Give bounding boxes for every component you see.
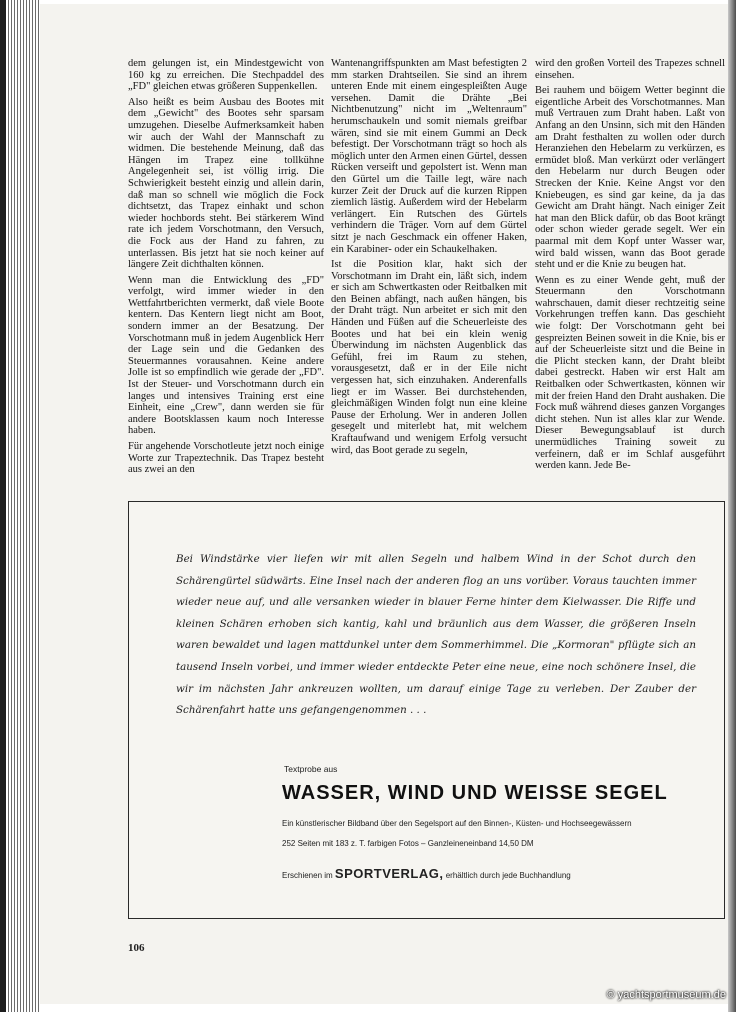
paragraph: Wenn es zu einer Wende geht, muß der Steuermann den Vorschotmann wahrschauen, damit dieser rechtzeitig seine Vorkehrungen treffen kann. Das geschieht wie folgt: Der Vorschotmann geht bei gespreizten Beinen soweit in die Knie, bis er auf der Scheuerleiste sitzt und die Beine in die Plicht stecken kann, der Draht bleibt dabei gestreckt. Haben wir erst Halt am Reitbalken oder Schwertkasten, können wir mit der freien Hand den Draht aushaken. Die Fock muß während dieses ganzen Vorganges dicht stehen. Nun ist alles klar zur Wende. Dieser Bewegungsablauf ist durch unermüdliches Training soweit zu verfeinern, daß er im Schlaf ausgeführt werden kann. Jede Be-	[535, 274, 725, 472]
page-edges	[6, 0, 40, 1012]
paragraph: Bei rauhem und böigem Wetter beginnt die eigentliche Arbeit des Vorschotmannes. Man muß Vertrauen zum Draht haben. Laßt von Anfang an den Unsinn, sich mit den Händen am Draht festhalten zu wollen oder durch Heranziehen den Hebelarm zu verkürzen, es ermüdet bloß. Man verkürzt oder verlängert den Hebelarm nur durch Beugen oder Strecken der Knie. Keine Angst vor den Kniebeugen, es sind gar keine, da ja das Gewicht am Draht hängt. Nach einiger Zeit hat man den Blick dafür, ob das Boot krängt oder schon wieder gerade segelt. Wer ein paarmal mit dem Kopf unter Wasser war, wird bald wissen, wann das Boot gerade steht und er die Knie zu beugen hat.	[535, 85, 725, 271]
right-page-shadow	[728, 0, 736, 1012]
page-number: 106	[128, 942, 145, 954]
publisher-name: SPORTVERLAG,	[334, 866, 444, 881]
book-specs: 252 Seiten mit 183 z. T. farbigen Fotos – Ganzleineneinband 14,50 DM	[282, 839, 534, 848]
paragraph: dem gelungen ist, ein Mindestgewicht von 160 kg zu erreichen. Die Stechpaddel des „FD" gleichen etwas größeren Suppenkellen.	[128, 58, 324, 93]
book-title: WASSER, WIND UND WEISSE SEGEL	[282, 782, 668, 804]
excerpt-quote: Bei Windstärke vier liefen wir mit allen Segeln und halbem Wind in der Schot durch den Schärengürtel südwärts. Eine Insel nach der anderen flog an uns vorüber. Voraus tauchten immer wieder neue auf, und alle versanken wieder in blauer Ferne hinter dem Kielwasser. Die Riffe und kleinen Schären erhoben sich kantig, kahl und bräunlich aus dem Wasser, die größeren Inseln waren bewaldet und lagen mattdunkel unter dem Sommerhimmel. Die „Kormoran" pflügte sich an tausend Inseln vorbei, und immer wieder entdeckte Peter eine neue, eine noch schönere Insel, die wir im nächsten Jahr ankreuzen wollten, um darauf einige Tage zu verleben. Der Zauber der Schärenfahrt hatte uns gefangengenommen . . .	[176, 553, 696, 717]
paragraph: Ist die Position klar, hakt sich der Vorschotmann im Draht ein, läßt sich, indem er sich am Schwertkasten oder Reitbalken mit den Beinen abfängt, nach außen hängen, bis der Draht trägt. Nun arbeitet er sich mit den Händen und Füßen auf die Scheuerleiste des Bootes und hat bei ein klein wenig Überwindung im nächsten Augenblick das Gefühl, frei im Raum zu stehen, vorausgesetzt, daß er in der Eile nicht vergessen hat, sich einzuhaken. Anderenfalls liegt er im Wasser. Bei durchstehenden, gleichmäßigen Winden folgt nun eine kleine Pause der Erholung. Wer in anderen Jollen gesegelt und miterlebt hat, mit welchem Kraftaufwand und wenigem Erfolg versucht wird, das Boot gerade zu segeln,	[331, 259, 527, 456]
paragraph: Wantenangriffspunkten am Mast befestigten 2 mm starken Drahtseilen. Sie sind an ihrem unteren Ende mit einem eingespleißten Auge versehen. Damit die Drähte „Bei Nichtbenutzung" nicht im „Weltenraum" herumschaukeln und somit niemals greifbar wären, sind sie mit einem Gummi an Deck befestigt. Der Vorschotmann trägt so hoch als möglich unter den Armen einen Gürtel, dessen Rücken verseift und gepolstert ist. Wenn man den Gürtel um die Taille legt, wäre nach kurzer Zeit der Druck auf die kurzen Rippen ziemlich lästig. Außerdem wird der Hebelarm verlängert. Ein Rutschen des Gürtels verhindern die Träger. Vorn auf dem Gürtel sitzt je nach Geschmack ein offener Haken, ein Karabiner- oder ein Schaukelhaken.	[331, 58, 527, 255]
paragraph: Für angehende Vorschotleute jetzt noch einige Worte zur Trapeztechnik. Das Trapez besteht aus zwei an den	[128, 441, 324, 476]
paragraph: Wenn man die Entwicklung des „FD" verfolgt, wird immer wieder in den Wettfahrtberichten vermerkt, daß viele Boote kentern. Das Kentern liegt nicht am Boot, sondern immer an der Besatzung. Der Vorschotmann muß in jedem Augenblick Herr der Lage sein und die Gedanken des Steuermannes vorausahnen. Keine andere Jolle ist so empfindlich wie gerade der „FD". Ist der Steuer- und Vorschotmann durch ein langes und intensives Training erst eine Einheit, eine „Crew", dann werden sie für andere Bootsklassen kaum noch Interesse haben.	[128, 274, 324, 437]
book-description: Ein künstlerischer Bildband über den Segelsport auf den Binnen-, Küsten- und Hochseegewässern	[282, 819, 632, 828]
paragraph: Also heißt es beim Ausbau des Bootes mit dem „Gewicht" des Bootes sehr sparsam umzugehen. Dieselbe Aufmerksamkeit haben wir auch der Wahl der Mannschaft zu widmen. Die bestehende Meinung, daß das Hängen im Trapez eine tollkühne Angelegenheit sei, ist völlig irrig. Die Schwierigkeit besteht einzig und allein darin, daß man so schnell wie möglich die Fock dichtsetzt, das Trapez einhakt und schon wieder hochbords steht. Bei stärkerem Wind rate ich jedem Vorschotmann, den Versuch, die Fock aus der Hand zu fahren, zu unterlassen. Bis jetzt hat sie noch keiner auf längere Zeit dichthalten können.	[128, 96, 324, 271]
text-column-1	[128, 58, 324, 506]
book-advertisement	[128, 501, 725, 919]
sample-label: Textprobe aus	[284, 764, 338, 774]
publisher-line	[282, 866, 571, 881]
text-column-3	[535, 58, 725, 506]
publisher-prefix: Erschienen im	[282, 871, 333, 880]
text-column-2	[331, 58, 527, 506]
watermark: © yachtsportmuseum.de	[606, 989, 726, 1001]
publisher-suffix: erhältlich durch jede Buchhandlung	[445, 871, 571, 880]
paragraph: wird den großen Vorteil des Trapezes schnell einsehen.	[535, 58, 725, 81]
